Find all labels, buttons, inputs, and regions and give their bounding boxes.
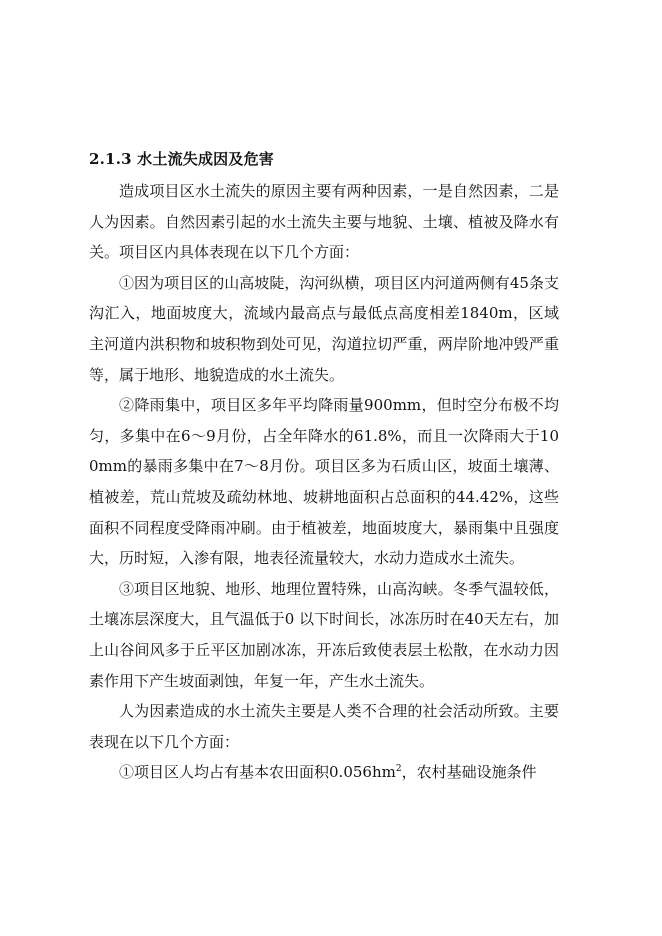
paragraph-intro: 造成项目区水土流失的原因主要有两种因素，一是自然因素，二是人为因素。自然因素引起的水土流失主要与地貌、土壤、植被及降水有关。项目区内具体表现在以下几个方面： <box>89 182 559 262</box>
farmland-text-after: ，农村基础设施条件 <box>401 763 537 782</box>
paragraph-farmland <box>89 757 559 788</box>
paragraph-climate: ③项目区地貌、地形、地理位置特殊，山高沟峡。冬季气温较低，土壤冻层深度大，且气温低于0 以下时间长，冰冻历时在40天左右，加上山谷间风多于丘平区加剧冰冻，开冻后致使表层土松散，在水动力因素作用下产生坡面剥蚀，年复一年，产生水土流失。 <box>89 579 559 690</box>
farmland-text-before: ①项目区人均占有基本农田面积0.056hm <box>119 763 396 782</box>
paragraph-rainfall: ②降雨集中，项目区多年平均降雨量900mm，但时空分布极不均匀，多集中在6～9月份，占全年降水的61.8%，而且一次降雨大于100mm的暴雨多集中在7～8月份。项目区多为石质山区，坡面土壤薄、植被差，荒山荒坡及疏幼林地、坡耕地面积占总面积的44.42%，这些面积不同程度受降雨冲刷。由于植被差，地面坡度大，暴雨集中且强度大，历时短，入渗有限，地表径流量较大，水动力造成水土流失。 <box>89 396 559 568</box>
area-unit-superscript: 2 <box>395 764 402 775</box>
body-text <box>89 176 559 788</box>
section-heading: 2.1.3 水土流失成因及危害 <box>89 150 274 168</box>
paragraph-terrain: ①因为项目区的山高坡陡，沟河纵横，项目区内河道两侧有45条支沟汇入，地面坡度大，流域内最高点与最低点高度相差1840m，区域主河道内洪积物和坡积物到处可见，沟道拉切严重，两岸阶地冲毁严重等，属于地形、地貌造成的水土流失。 <box>89 273 559 384</box>
paragraph-human-factors: 人为因素造成的水土流失主要是人类不合理的社会活动所致。主要表现在以下几个方面： <box>89 702 559 751</box>
